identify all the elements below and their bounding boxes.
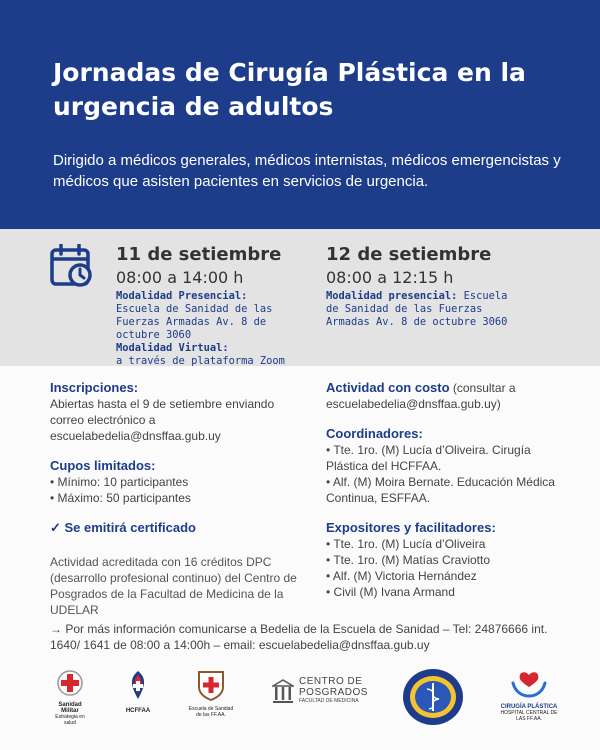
logo-hcffaa (118, 669, 158, 714)
list-item: • Tte. 1ro. (M) Matías Craviotto (326, 553, 491, 567)
contact-info: → Por más información comunicarse a Bedelia de la Escuela de Sanidad – Tel: 24876666 int. 1640/ 1641 de 08:00 a 14:00h – email: escuelabedelia@dnsffaa.gub.uy (50, 622, 548, 652)
day1-virtual-text: a través de plataforma Zoom (116, 355, 285, 367)
page-title: Jornadas de Cirugía Plástica en la urgencia de adultos (53, 58, 526, 121)
hcffaa-emblem-icon (123, 669, 153, 703)
day2-presencial-text: Escuela de Sanidad de las Fuerzas Armadas Av. 8 de octubre 3060 (326, 290, 508, 328)
list-item: • Tte. 1ro. (M) Lucía d’Oliveira. Cirugía Plástica del HCFFAA. (326, 443, 531, 473)
acreditada-text: Actividad acreditada con 16 créditos DPC (desarrollo profesional continuo) del Centro de Posgrados de la Facultad de Medicina de la UDELAR (50, 555, 297, 617)
cirugia-line1: CIRUGÍA PLÁSTICA (500, 704, 558, 710)
inscripciones-section (50, 380, 298, 444)
sanidad-line1: Sanidad Militar (58, 702, 82, 714)
coordinadores-title: Coordinadores: (326, 426, 423, 441)
day2-info (326, 290, 526, 329)
day2-title: 12 de setiembre (326, 244, 492, 265)
costo-section (326, 380, 564, 412)
inscripciones-title: Inscripciones: (50, 380, 139, 395)
day1-title: 11 de setiembre (116, 244, 282, 265)
logo-sanidad-militar (50, 669, 90, 726)
day1-time: 08:00 a 14:00 h (116, 268, 244, 287)
cupos-section (50, 458, 298, 506)
expositores-section (326, 520, 564, 600)
acreditada-section (50, 554, 298, 618)
logo-seal (400, 667, 466, 732)
day1-info (116, 290, 316, 368)
list-item: • Alf. (M) Victoria Hernández (326, 569, 477, 583)
cupos-max: • Máximo: 50 participantes (50, 491, 191, 505)
hcffaa-label: HCFFAA (125, 708, 151, 714)
inscripciones-text: Abiertas hasta el 9 de setiembre enviando correo electrónico a escuelabedelia@dnsffaa.gub.uy (50, 397, 275, 443)
hands-heart-icon (511, 669, 547, 699)
logo-cirugia-plastica (496, 669, 562, 722)
certificado-label: ✓ Se emitirá certificado (50, 520, 197, 535)
right-column (326, 380, 564, 614)
expositores-title: Expositores y facilitadores: (326, 520, 496, 535)
cirugia-line2: HOSPITAL CENTRAL DE LAS FF.AA. (500, 710, 558, 722)
certificado-section (50, 520, 298, 536)
posgrados-line1: CENTRO DE (299, 676, 363, 687)
posgrados-line2: POSGRADOS (299, 687, 368, 698)
left-column (50, 380, 298, 632)
cupos-title: Cupos limitados: (50, 458, 156, 473)
day2-time: 08:00 a 12:15 h (326, 268, 454, 287)
page-subtitle: Dirigido a médicos generales, médicos internistas, médicos emergencistas y médicos que asisten pacientes en servicios de urgencia. (53, 152, 561, 190)
medical-seal-icon (401, 667, 465, 727)
day1-presencial-label: Modalidad Presencial: (116, 290, 248, 302)
escuela-line2: de las FF.AA. (196, 712, 226, 718)
posgrados-text (299, 676, 379, 705)
list-item: • Tte. 1ro. (M) Lucía d’Oliveira (326, 537, 486, 551)
logo-escuela-sanidad (186, 669, 236, 718)
sanidad-line2: Estrategia en salud (55, 714, 85, 726)
day2-presencial-label: Modalidad presencial: (326, 290, 458, 302)
posgrados-line3: FACULTAD DE MEDICINA (299, 698, 359, 704)
costo-text: (consultar a escuelabedelia@dnsffaa.gub.uy) (326, 381, 516, 411)
calendar-clock-icon (50, 244, 98, 288)
costo-title: Actividad con costo (326, 380, 450, 395)
cupos-min: • Mínimo: 10 participantes (50, 475, 189, 489)
escuela-line1: Escuela de Sanidad (188, 706, 234, 712)
escuela-shield-icon (196, 669, 226, 701)
day1-virtual-label: Modalidad Virtual: (116, 342, 229, 354)
sanidad-cross-icon (56, 669, 84, 697)
list-item: • Alf. (M) Moira Bernate. Educación Médica Continua, ESFFAA. (326, 475, 555, 505)
coordinadores-section (326, 426, 564, 506)
day1-presencial-text: Escuela de Sanidad de las Fuerzas Armadas Av. 8 de octubre 3060 (116, 303, 273, 341)
posgrados-building-icon (272, 678, 294, 704)
list-item: • Civil (M) Ivana Armand (326, 585, 455, 599)
